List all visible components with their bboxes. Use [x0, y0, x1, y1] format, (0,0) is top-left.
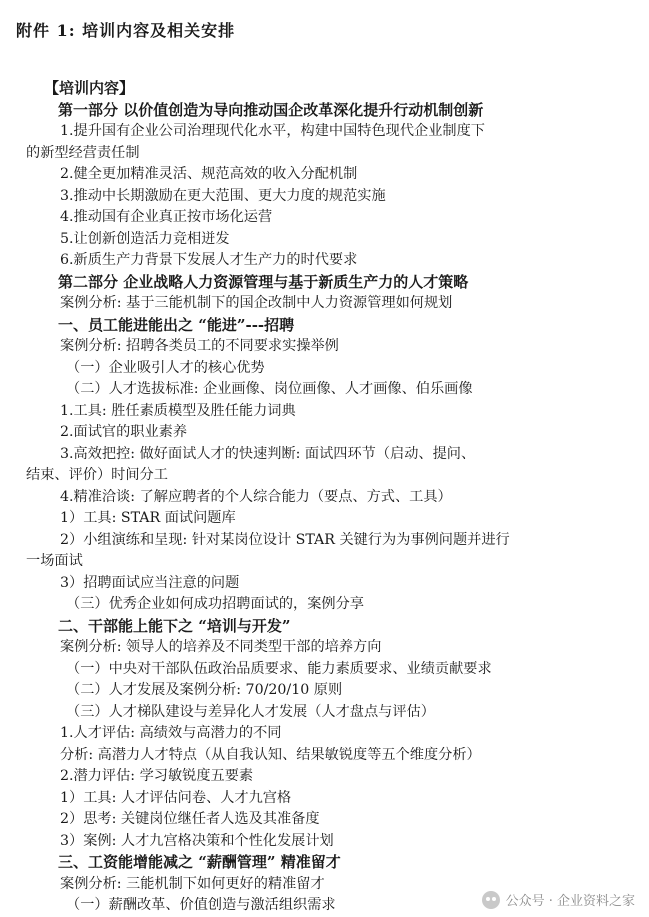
list-subheading: （三）人才梯队建设与差异化人才发展（人才盘点与评估） [66, 703, 435, 720]
case-analysis-line: 分析: 高潜力人才特点（从自我认知、结果敏锐度等五个维度分析） [60, 746, 481, 763]
list-item: 2.健全更加精准灵活、规范高效的收入分配机制 [60, 166, 358, 182]
list-item-continuation: 的新型经营责任制 [26, 144, 140, 161]
case-analysis-line: 案例分析: 基于三能机制下的国企改制中人力资源管理如何规划 [60, 295, 453, 311]
subsection-heading: 一、员工能进能出之 “能进”---招聘 [58, 315, 295, 334]
list-item: 3）案例: 人才九宫格决策和个性化发展计划 [60, 832, 334, 849]
part-heading: 第二部分 企业战略人力资源管理与基于新质生产力的人才策略 [58, 272, 469, 291]
list-item: 1）工具: STAR 面试问题库 [60, 510, 236, 526]
list-subheading: （三）优秀企业如何成功招聘面试的，案例分享 [66, 596, 364, 612]
list-subheading: （一）薪酬改革、价值创造与激活组织需求 [66, 897, 336, 913]
list-item: 3.推动中长期激励在更大范围、更大力度的规范实施 [60, 187, 386, 204]
section-tag: 【培训内容】 [44, 79, 135, 97]
list-item-continuation: 一场面试 [26, 553, 83, 569]
watermark [482, 890, 635, 909]
list-item: 2）思考: 关键岗位继任者人选及其准备度 [60, 811, 320, 827]
list-item: 3）招聘面试应当注意的问题 [60, 574, 240, 591]
list-item: 1.提升国有企业公司治理现代化水平，构建中国特色现代企业制度下 [60, 123, 485, 139]
list-item: 2）小组演练和呈现: 针对某岗位设计 STAR 关键行为为事例问题并进行 [60, 531, 510, 548]
list-item: 4.精准洽谈: 了解应聘者的个人综合能力（要点、方式、工具） [60, 488, 452, 505]
list-subheading: （一）企业吸引人才的核心优势 [66, 359, 265, 376]
list-subheading: （二）人才发展及案例分析: 70/20/10 原则 [66, 682, 343, 698]
document-title: 附件 1: 培训内容及相关安排 [16, 21, 236, 40]
content-lines [26, 100, 626, 917]
list-item: 1.工具: 胜任素质模型及胜任能力词典 [60, 402, 296, 419]
wechat-icon [482, 891, 500, 909]
list-item: 4.推动国有企业真正按市场化运营 [60, 209, 273, 225]
watermark-text: 公众号 · 企业资料之家 [505, 894, 635, 909]
list-item: 2.潜力评估: 学习敏锐度五要素 [60, 768, 254, 784]
subsection-heading: 三、工资能增能减之 “薪酬管理” 精准留才 [58, 853, 341, 871]
list-item-continuation: 结束、评价）时间分工 [26, 467, 168, 483]
list-item: 6.新质生产力背景下发展人才生产力的时代要求 [60, 252, 358, 268]
list-subheading: （一）中央对干部队伍政治品质要求、能力素质要求、业绩贡献要求 [66, 660, 492, 677]
subsection-heading: 二、干部能上能下之 “培训与开发” [58, 616, 291, 635]
case-analysis-line: 案例分析: 三能机制下如何更好的精准留才 [60, 875, 325, 892]
list-item: 5.让创新创造活力竞相迸发 [60, 230, 230, 247]
part-heading: 第一部分 以价值创造为导向推动国企改革深化提升行动机制创新 [58, 100, 484, 119]
list-item: 2.面试官的职业素养 [60, 424, 188, 440]
case-analysis-line: 案例分析: 招聘各类员工的不同要求实操举例 [60, 338, 339, 354]
document-body [26, 78, 626, 917]
list-item: 1）工具: 人才评估问卷、人才九宫格 [60, 789, 292, 806]
list-item: 1.人才评估: 高绩效与高潜力的不同 [60, 725, 282, 741]
list-subheading: （二）人才选拔标准: 企业画像、岗位画像、人才画像、伯乐画像 [66, 381, 473, 397]
case-analysis-line: 案例分析: 领导人的培养及不同类型干部的培养方向 [60, 639, 382, 655]
list-item: 3.高效把控: 做好面试人才的快速判断: 面试四环节（启动、提问、 [60, 445, 476, 462]
